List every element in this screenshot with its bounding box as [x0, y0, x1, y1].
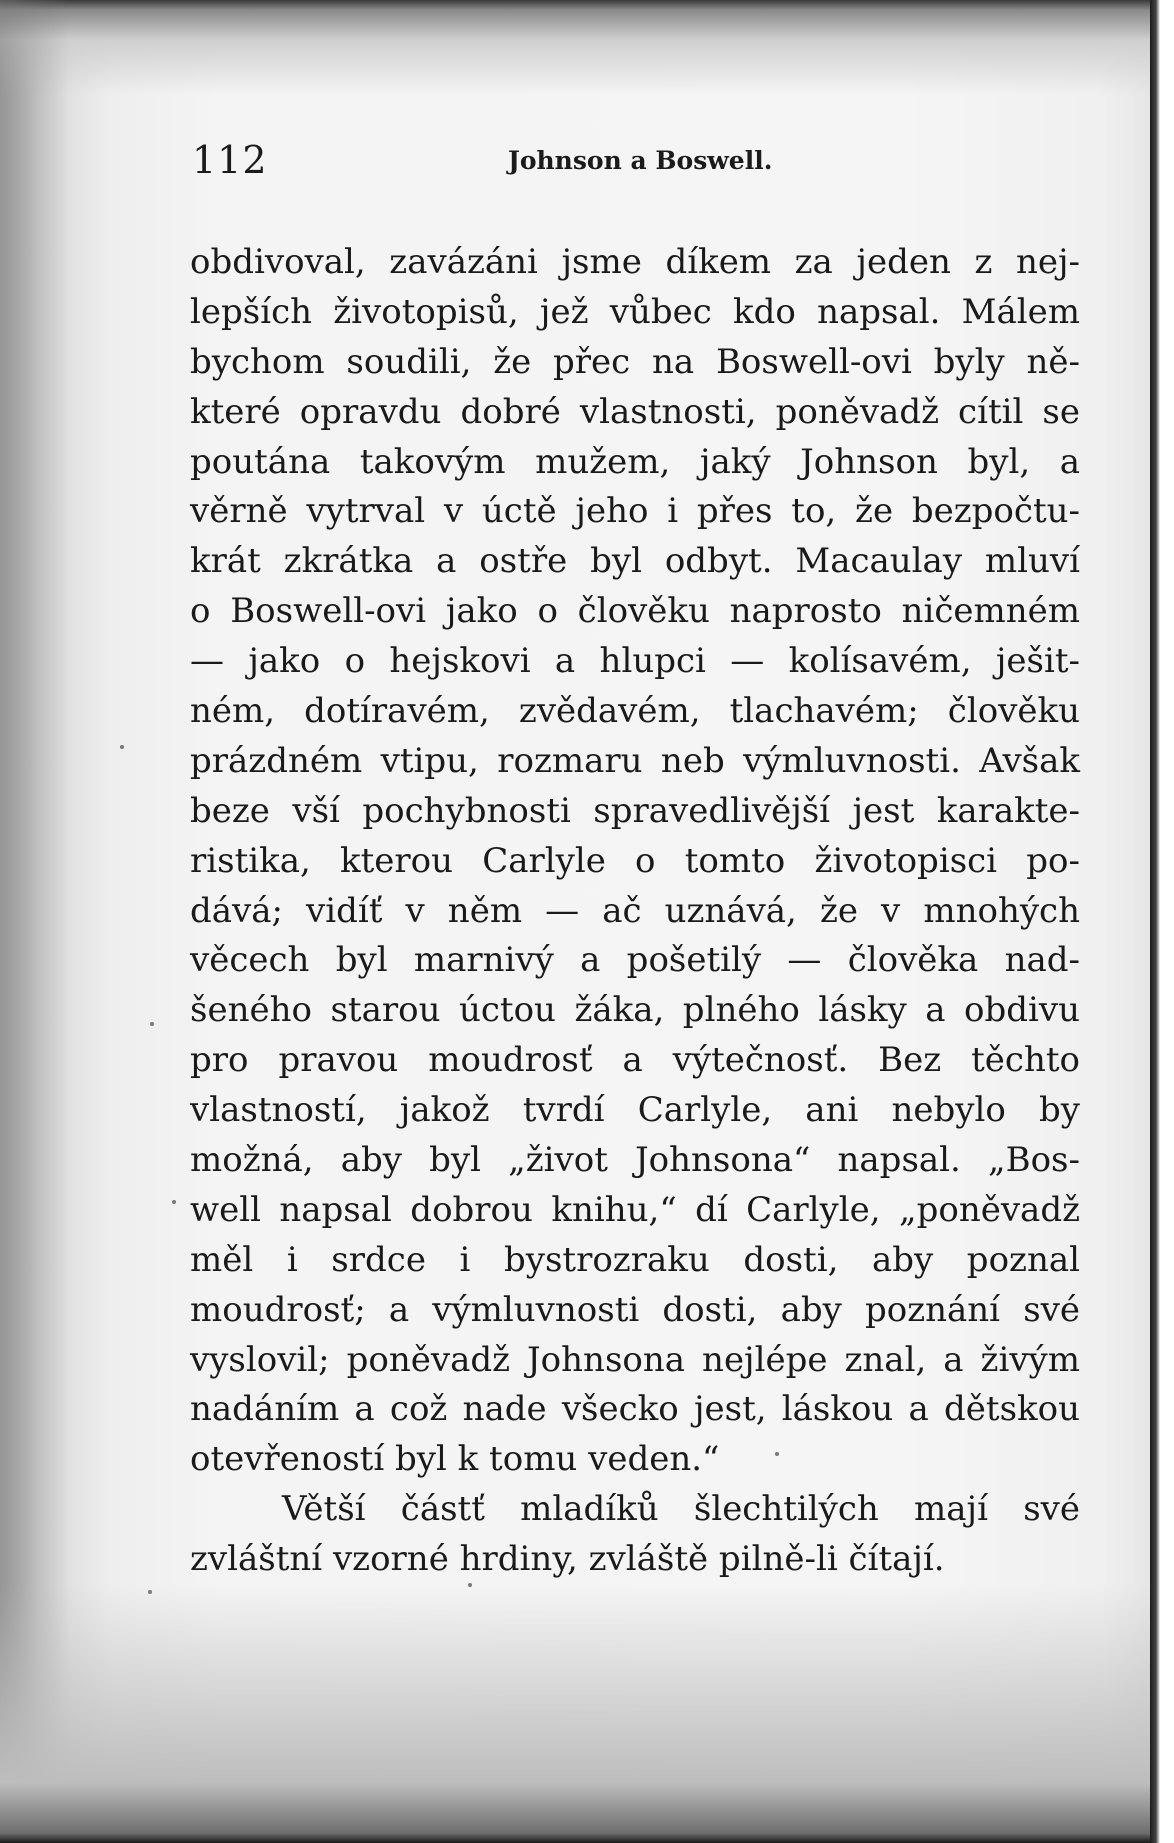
text-line: nadáním a což nade všecko jest, láskou a dětskou — [190, 1389, 1080, 1430]
text-line: zvláštní vzorné hrdiny, zvláště pilně-li čítají. — [190, 1539, 945, 1580]
text-line: krát zkrátka a ostře byl odbyt. Macaulay mluví — [190, 541, 1080, 582]
page-number: 112 — [192, 138, 268, 182]
text-line: dává; vidíť v něm — ač uznává, že v mnohých — [190, 890, 1080, 931]
scan-speck — [150, 1022, 154, 1026]
text-line: věcech byl marnivý a pošetilý — člověka nad- — [190, 940, 1080, 981]
scan-speck — [775, 1452, 779, 1456]
text-line: věrně vytrval v úctě jeho i přes to, že bezpočtu- — [190, 491, 1080, 532]
text-line: otevřeností byl k tomu veden.“ — [190, 1439, 720, 1480]
text-line: — jako o hejskovi a hlupci — kolísavém, ješit- — [190, 641, 1080, 682]
text-line: pro pravou moudrosť a výtečnosť. Bez těchto — [190, 1040, 1080, 1081]
text-line: vyslovil; poněvadž Johnsona nejlépe znal, a živým — [190, 1339, 1080, 1380]
text-line: ristika, kterou Carlyle o tomto životopisci po- — [190, 840, 1080, 881]
body-text — [190, 238, 1080, 1585]
text-line: šeného starou úctou žáka, plného lásky a obdivu — [190, 990, 1080, 1031]
text-line: bychom soudili, že přec na Boswell-ovi byly ně- — [190, 341, 1080, 382]
scan-speck — [148, 1590, 152, 1594]
text-line: o Boswell-ovi jako o člověku naprosto ničemném — [190, 591, 1080, 632]
text-line: měl i srdce i bystrozraku dosti, aby poznal — [190, 1239, 1080, 1280]
text-line: well napsal dobrou knihu,“ dí Carlyle, „poněvadž — [190, 1189, 1080, 1230]
text-line: beze vší pochybnosti spravedlivější jest karakte- — [190, 790, 1080, 831]
page-edge — [1150, 0, 1174, 1843]
text-line: prázdném vtipu, rozmaru neb výmluvnosti. Avšak — [190, 740, 1080, 781]
text-line-paragraph-start: Větší částť mladíků šlechtilých mají své — [282, 1489, 1080, 1530]
text-line: které opravdu dobré vlastnosti, poněvadž cítil se — [190, 391, 1080, 432]
scan-speck — [120, 745, 124, 749]
binding-shadow — [0, 0, 70, 1843]
scan-speck — [172, 1200, 176, 1204]
text-line: obdivoval, zavázáni jsme díkem za jeden z nej- — [190, 242, 1080, 282]
scan-speck — [468, 1583, 472, 1587]
text-line: moudrosť; a výmluvnosti dosti, aby poznání své — [190, 1289, 1080, 1330]
text-line: ném, dotíravém, zvědavém, tlachavém; člověku — [190, 691, 1080, 732]
text-line: vlastností, jakož tvrdí Carlyle, ani nebylo by — [190, 1090, 1080, 1131]
text-line: poutána takovým mužem, jaký Johnson byl, a — [190, 441, 1080, 482]
text-line: lepších životopisů, jež vůbec kdo napsal. Málem — [190, 291, 1080, 332]
running-head: Johnson a Boswell. — [508, 146, 773, 175]
text-line: možná, aby byl „život Johnsona“ napsal. „Bos- — [190, 1140, 1080, 1181]
